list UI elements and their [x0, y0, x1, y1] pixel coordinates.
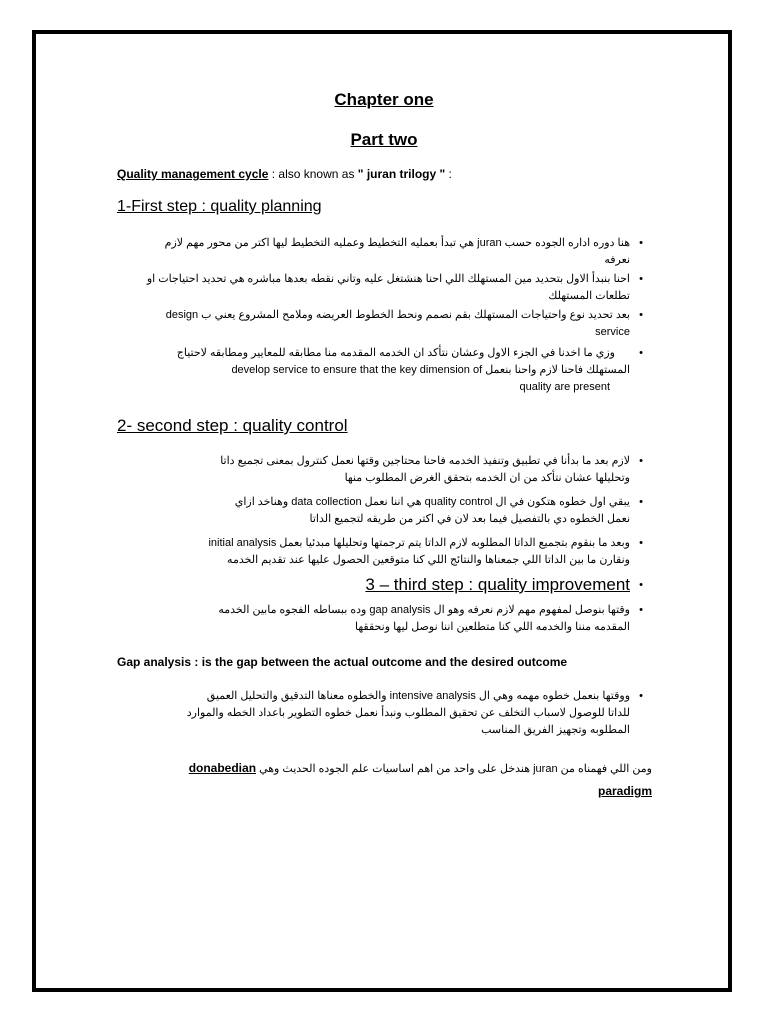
step3-heading-row — [160, 575, 643, 595]
closing-text: ومن اللي فهمناه من juran هندخل على واحد من اهم اساسيات علم الجوده الحديث وهي — [256, 763, 652, 775]
bullet-line: نعرفه — [604, 254, 630, 266]
step2-heading: 2- second step : quality control — [117, 416, 348, 435]
bullet-line: لازم بعد ما بدأنا في تطبيق وتنفيذ الخدمه فاحنا محتاجين وقتها نعمل كنترول بمعنى تجميع داتا — [220, 455, 630, 467]
bullet-line: نعمل الخطوه دي بالتفصيل فيما بعد لان في اكتر من طريقه لتجميع الداتا — [309, 513, 630, 525]
bullet-dot: • — [639, 604, 643, 616]
closing-term-paradigm: paradigm — [597, 784, 652, 798]
step3-bullet-2 — [30, 688, 643, 739]
intro-tail: : — [445, 167, 452, 181]
bullet-line: وزي ما اخدنا في الجزء الاول وعشان نتأكد ان الخدمه المقدمه منا مطابقه للمعايير ومطابقه لاحتياج — [176, 347, 615, 359]
intro-aka: also known as — [275, 167, 355, 181]
step3-heading: 3 – third step : quality improvement — [365, 575, 630, 594]
bullet-line: تطلعات المستهلك — [548, 290, 630, 302]
bullet-line: ونقارن ما بين الداتا اللي جمعناها والنتائج اللي كنا متوقعين الحصول عليها عند تقديم الخدمه — [227, 554, 630, 566]
gap-analysis-definition: Gap analysis : is the gap between the actual outcome and the desired outcome — [117, 655, 568, 669]
step1-heading: 1-First step : quality planning — [117, 198, 322, 215]
step1-bullet-2 — [30, 271, 643, 305]
bullet-dot: • — [639, 455, 643, 467]
step1-bullet-4 — [30, 345, 643, 396]
bullet-line: المستهلك فاحنا لازم واحنا بنعمل develop service to ensure that the key dimension of — [231, 364, 630, 376]
bullet-line: service — [595, 326, 630, 338]
bullet-dot: • — [639, 579, 643, 591]
step2-bullet-2 — [30, 494, 643, 528]
intro-line — [117, 167, 452, 181]
step3-bullet-1 — [30, 602, 643, 636]
bullet-dot: • — [639, 273, 643, 285]
bullet-dot: • — [639, 537, 643, 549]
bullet-line: المطلوبه وتجهيز الفريق المناسب — [481, 724, 630, 736]
bullet-dot: • — [639, 237, 643, 249]
bullet-line: ووقتها بنعمل خطوه مهمه وهي ال intensive analysis والخطوه معناها التدقيق والتحليل العميق — [206, 690, 630, 702]
bullet-dot: • — [639, 309, 643, 321]
bullet-line: يبقي اول خطوه هتكون في ال quality control هي اننا نعمل data collection وهناخد ازاي — [234, 496, 630, 508]
intro-term: Quality management cycle — [117, 167, 269, 181]
bullet-line: للداتا للوصول لاسباب التخلف عن تحقيق المطلوب ونبدأ نعمل خطوه التطوير باعداد الخطه والموارد — [186, 707, 630, 719]
closing-term-donabedian: donabedian — [188, 761, 257, 775]
bullet-line: هنا دوره اداره الجوده حسب juran هي تبدأ بعمليه التخطيط وعمليه التخطيط ليها اكتر من محور مهم لازم — [164, 237, 630, 249]
bullet-dot: • — [639, 347, 643, 359]
closing-paragraph — [92, 757, 652, 803]
bullet-dot: • — [639, 690, 643, 702]
bullet-line: احنا بنبدأ الاول بتحديد مين المستهلك اللي احنا هنشتغل عليه وتاني نقطه بعدها مباشره هي تحديد احتياجات او — [146, 273, 630, 285]
bullet-line: المقدمه مننا والخدمه اللي كنا متطلعين اننا نوصل ليها ونحققها — [355, 621, 630, 633]
intro-name: " juran trilogy " — [354, 167, 446, 181]
intro-colon: : — [268, 167, 276, 181]
step2-bullet-1 — [30, 453, 643, 487]
bullet-line: quality are present — [519, 381, 610, 393]
bullet-line: وبعد ما بنقوم بتجميع الداتا المطلوبه لازم الداتا يتم ترجمتها وتحليلها مبدئيا بعمل initial analysis — [208, 537, 630, 549]
bullet-line: بعد تحديد نوع واحتياجات المستهلك بقم نصمم ونحط الخطوط العريضه وملامح المشروع يعني ب design — [165, 309, 630, 321]
step1-bullet-3 — [30, 307, 643, 341]
part-title: Part two — [350, 130, 418, 149]
step1-bullet-1 — [30, 235, 643, 269]
chapter-title: Chapter one — [334, 90, 434, 109]
bullet-dot: • — [639, 496, 643, 508]
step2-bullet-3 — [30, 535, 643, 569]
bullet-line: وقتها بنوصل لمفهوم مهم لازم نعرفه وهو ال gap analysis وده ببساطه الفجوه مابين الخدمه — [218, 604, 630, 616]
bullet-line: وتحليلها عشان نتأكد من ان الخدمه بتحقق الغرض المطلوب منها — [344, 472, 630, 484]
